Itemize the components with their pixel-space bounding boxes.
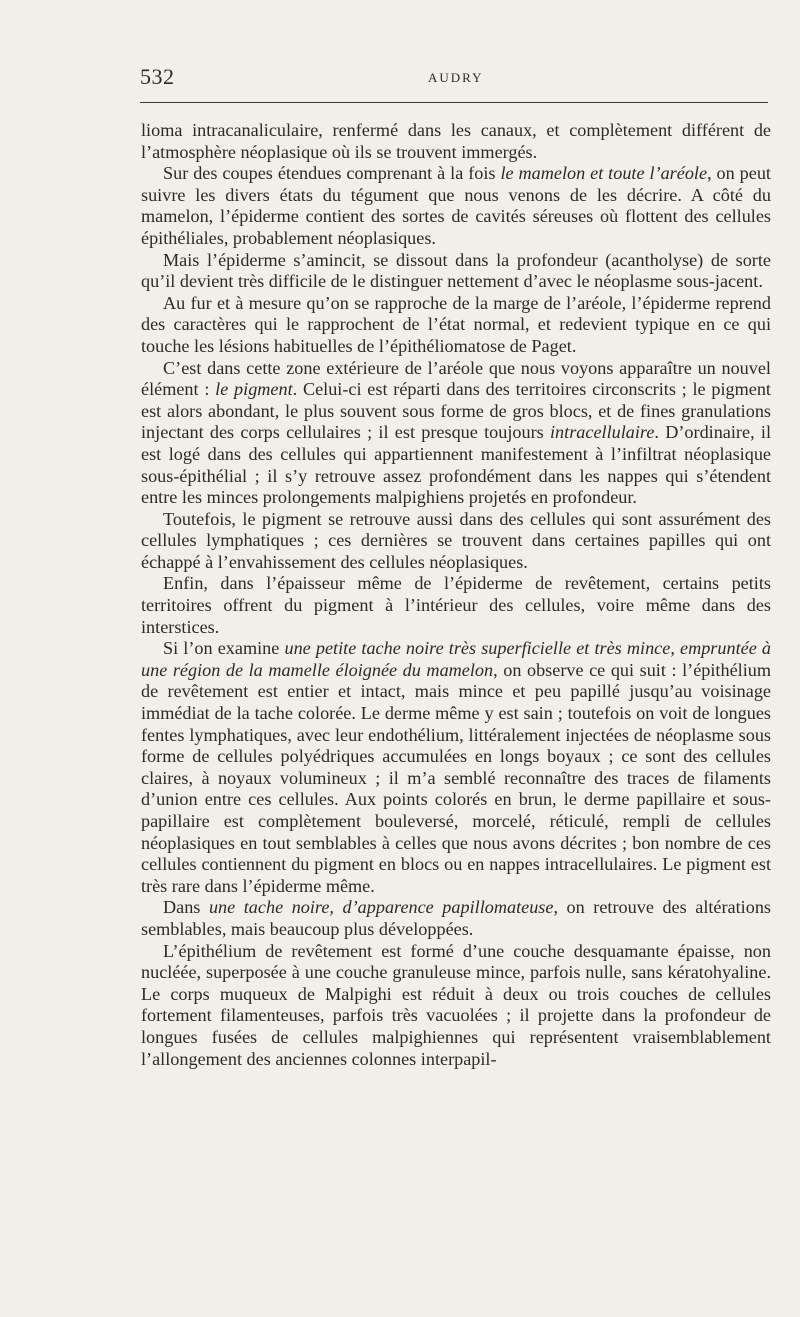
paragraph: [141, 120, 771, 163]
text-run: Enfin, dans l’épaisseur même de l’épiderme de revêtement, certains petits territoires offrent du pigment à l’intérieur des cellules, voire même dans des interstices.: [141, 573, 771, 637]
text-run: , on peut suivre les divers états du tégument que nous venons de les décrire. A côté du mamelon, l’épiderme contient des sortes de cavités séreuses où flottent des cellules épithéliales, probablement néoplasiques.: [141, 163, 771, 248]
text-run: L’épithélium de revêtement est formé d’une couche desquamante épaisse, non nucléée, superposée à une couche granuleuse mince, parfois nulle, sans kératohyaline. Le corps muqueux de Malpighi est réduit à deux ou trois couches de cellules fortement filamenteuses, parfois très vacuolées ; il projette dans la profondeur de longues fusées de cellules malpighiennes qui représentent vraisemblablement l’allongement des anciennes colonnes interpapil-: [141, 940, 771, 1069]
text-run: Mais l’épiderme s’amincit, se dissout dans la profondeur (acantholyse) de sorte qu’il devient très difficile de le distinguer nettement d’avec le néoplasme sous-jacent.: [141, 249, 771, 292]
paragraph: [141, 897, 771, 940]
paragraph: [141, 941, 771, 1071]
text-run: . Celui-ci est réparti dans des territoires circonscrits ; le pigment est alors abondant, le plus souvent sous forme de gros blocs, et de fines granulations injectant des corps cellulaires ; il est presque toujours: [141, 379, 771, 443]
text-run: Si l’on examine: [163, 638, 285, 659]
body-text: [141, 120, 771, 1070]
italic-phrase: une tache noire, d’apparence papillomateuse: [208, 897, 554, 918]
running-head: AUDRY: [428, 70, 484, 85]
italic-phrase: une petite tache noire très superficielle et très mince, empruntée à une région de la mamelle éloignée du mamelon: [141, 638, 771, 680]
page-number: 532: [140, 64, 175, 89]
italic-phrase: le pigment: [215, 379, 293, 400]
italic-phrase: le mamelon et toute l’aréole: [500, 163, 708, 184]
text-run: , on retrouve des altérations semblables, mais beaucoup plus développées.: [141, 897, 771, 939]
header-rule: [140, 102, 768, 103]
paragraph: [141, 163, 771, 249]
text-run: . D’ordinaire, il est logé dans des cellules qui appartiennent manifestement à l’infiltrat néoplasique sous-épithélial ; il s’y retrouve assez profondément dans les nappes qui s’étendent entre les minces prolongements malpighiens projetés en profondeur.: [141, 422, 771, 508]
text-run: , on observe ce qui suit : l’épithélium de revêtement est entier et intact, mais mince et peu papillé jusqu’au voisinage immédiat de la tache colorée. Le derme même y est sain ; toutefois on voit de longues fentes lymphatiques, avec leur endothélium, littéralement injectées de néoplasme sous forme de cellules polyédriques accumulées en longs boyaux ; ce sont des cellules claires, à noyaux volumineux ; il m’a semblé reconnaître des traces de filaments d’union entre ces cellules. Aux points colorés en brun, le derme papillaire et sous-papillaire est complètement bouleversé, morcelé, réticulé, rempli de cellules néoplasiques en tout semblables à celles que nous avons décrites ; bon nombre de ces cellules contiennent du pigment en blocs ou en nappes intracellulaires. Le pigment est très rare dans l’épiderme même.: [141, 659, 771, 896]
page-header: [140, 64, 768, 94]
paragraph: [141, 358, 771, 509]
text-run: lioma intracanaliculaire, renfermé dans les canaux, et complètement différent de l’atmosphère néoplasique où ils se trouvent immergés.: [141, 120, 771, 162]
text-run: Toutefois, le pigment se retrouve aussi dans des cellules qui sont assurément des cellules lymphatiques ; ces dernières se trouvent dans certaines papilles qui ont échappé à l’envahissement des cellules néoplasiques.: [141, 508, 771, 572]
text-run: Au fur et à mesure qu’on se rapproche de la marge de l’aréole, l’épiderme reprend des caractères qui le rapprochent de l’état normal, et redevient typique en ce qui touche les lésions habituelles de l’épithéliomatose de Paget.: [141, 292, 771, 356]
paragraph: [141, 509, 771, 574]
paragraph: [141, 573, 771, 638]
paragraph: [141, 293, 771, 358]
text-run: Sur des coupes étendues comprenant à la fois: [163, 163, 501, 184]
text-run: Dans: [163, 897, 209, 918]
paragraph: [141, 250, 771, 293]
italic-phrase: intracellulaire: [550, 422, 655, 443]
paragraph: [141, 638, 771, 897]
text-run: C’est dans cette zone extérieure de l’aréole que nous voyons apparaître un nouvel élément :: [141, 357, 771, 400]
